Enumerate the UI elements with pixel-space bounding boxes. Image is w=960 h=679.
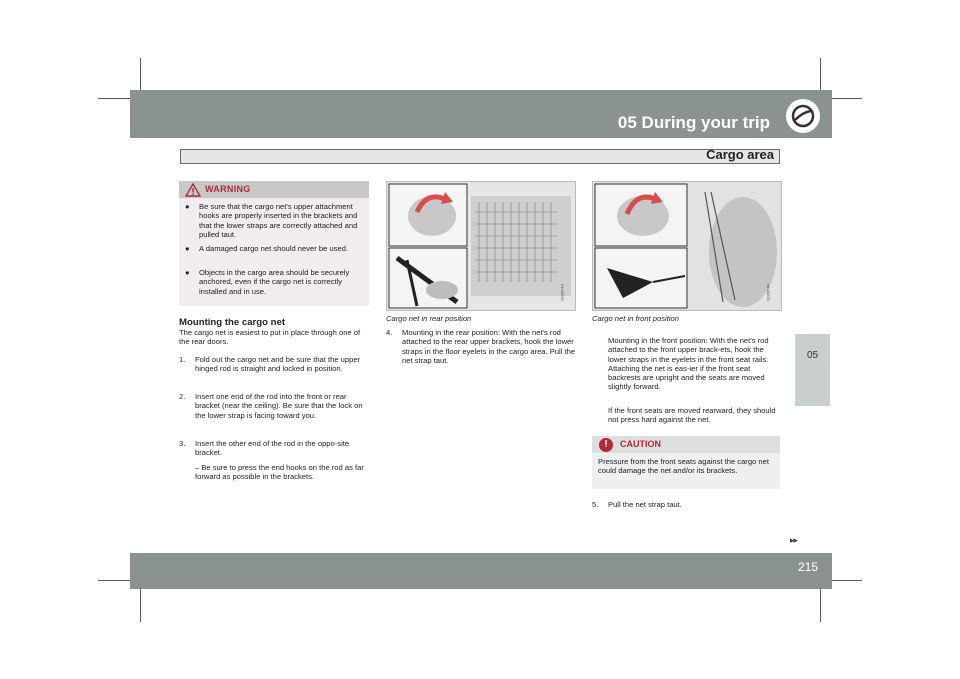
caution-text: Pressure from the front seats against the cargo net could damage the net and/or its brackets.	[598, 457, 769, 476]
section-heading: Mounting the cargo net	[179, 317, 286, 328]
step-note: – Be sure to press the end hooks on the rod as far forward as possible in the brackets.	[195, 463, 364, 482]
front-position-photo	[592, 181, 782, 311]
footer-band	[130, 553, 832, 589]
warning-box	[179, 181, 369, 306]
steering-wheel-icon	[786, 99, 820, 133]
warning-triangle-icon	[185, 183, 201, 197]
caution-exclamation-icon: !	[599, 438, 613, 452]
step-text: Pull the net strap taut.	[608, 500, 682, 509]
section-title: Cargo area	[706, 147, 774, 162]
section-bar	[180, 149, 780, 164]
rear-position-photo	[386, 181, 576, 311]
front-position-paragraph: Mounting in the front position: With the net's rod attached to the front upper brack-ets, hook the lower straps in the eyelets in the front seat rails. Attaching the net is eas-ier if the front seat backrests are upright and the seats are moved slightly forward.	[608, 336, 769, 392]
step-text: Insert one end of the rod into the front or rear bracket (near the ceiling). Be sure that the lock on the lower strap is facing toward you.	[195, 392, 363, 420]
step-number: 1.	[179, 355, 186, 364]
bullet-dot: ●	[185, 202, 190, 211]
warning-bullet-text: A damaged cargo net should never be used.	[199, 244, 349, 253]
step-item	[179, 355, 371, 385]
chapter-side-tab-number: 05	[806, 350, 819, 361]
bullet-dot: ●	[185, 268, 190, 277]
step-item	[179, 439, 371, 459]
step-number: 3.	[179, 439, 186, 448]
chapter-title: 05 During your trip	[617, 113, 770, 132]
warning-bullet	[185, 244, 363, 264]
front-position-paragraph: If the front seats are moved rearward, they should not press hard against the net.	[608, 406, 776, 425]
figure-code	[765, 282, 776, 306]
chapter-side-tab	[795, 334, 830, 406]
step-item	[592, 500, 784, 512]
figure-caption: Cargo net in rear position	[386, 314, 472, 323]
caution-box	[592, 436, 780, 489]
figure-code	[559, 282, 570, 306]
step-text: Fold out the cargo net and be sure that the upper hinged rod is straight and locked in position.	[195, 355, 361, 374]
figure-code-text: G020744	[765, 284, 771, 301]
figure-caption: Cargo net in front position	[592, 314, 679, 323]
caution-title: CAUTION	[620, 439, 661, 449]
warning-title: WARNING	[205, 184, 251, 194]
warning-bullet-text: Objects in the cargo area should be securely anchored, even if the cargo net is correctly installed and in use.	[199, 268, 350, 296]
intro-paragraph: The cargo net is easiest to put in place through one of the rear doors.	[179, 328, 361, 347]
next-page-marker: ▸▸	[790, 535, 798, 545]
page-number: 215	[797, 560, 818, 574]
warning-bullet-text: Be sure that the cargo net's upper attachment hooks are properly inserted in the brackets and that the lower straps are correctly attached and pulled taut.	[199, 202, 358, 239]
step-number: 5.	[592, 500, 599, 509]
figure-code-text: G020743	[559, 284, 565, 301]
warning-bullet	[185, 268, 363, 298]
step-text: Insert the other end of the rod in the oppo-site bracket.	[195, 439, 350, 458]
step-number: 2.	[179, 392, 186, 401]
step-item	[386, 328, 578, 378]
bullet-dot: ●	[185, 244, 190, 253]
warning-bullet	[185, 202, 363, 242]
step-number: 4.	[386, 328, 393, 337]
step-text: Mounting in the rear position: With the net's rod attached to the rear upper brackets, hook the lower straps in the floor eyelets in the cargo area. Pull the net strap taut.	[402, 328, 576, 365]
step-item	[179, 392, 371, 432]
